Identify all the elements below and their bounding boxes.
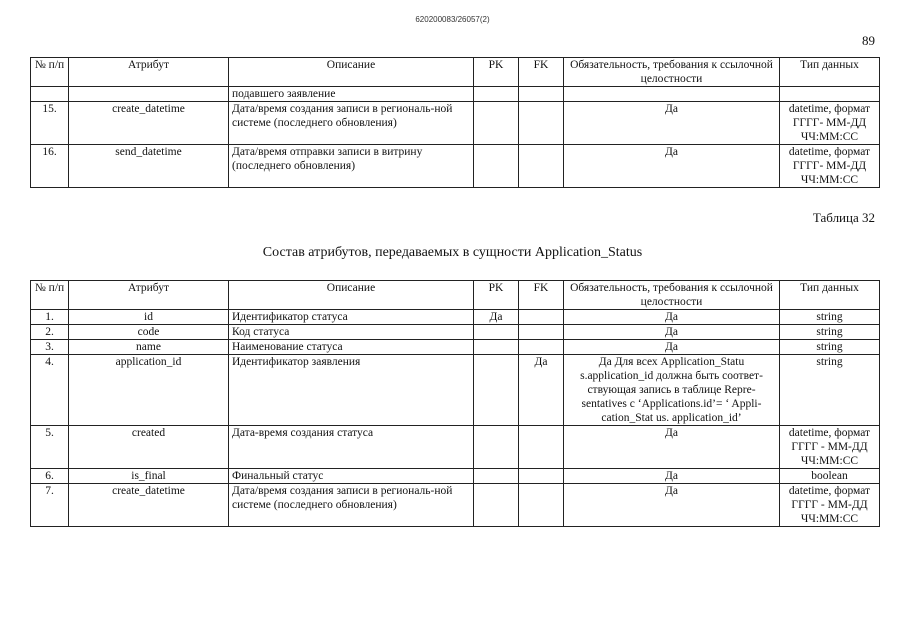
row-fk xyxy=(519,310,564,325)
row-attribute: create_datetime xyxy=(69,484,229,527)
header-description: Описание xyxy=(229,281,474,310)
row-fk xyxy=(519,340,564,355)
table-header-row xyxy=(31,58,880,87)
page-number: 89 xyxy=(862,33,875,48)
header-required: Обязательность, требования к ссылочной целостности xyxy=(564,281,780,310)
row-type: datetime, формат ГГГГ- ММ-ДД ЧЧ:ММ:СС xyxy=(780,102,880,145)
row-attribute: send_datetime xyxy=(69,145,229,188)
header-num: № п/п xyxy=(31,58,69,87)
row-pk xyxy=(474,484,519,527)
row-pk xyxy=(474,325,519,340)
row-num: 4. xyxy=(31,355,69,426)
row-pk xyxy=(474,340,519,355)
header-type: Тип данных xyxy=(780,281,880,310)
row-pk xyxy=(474,355,519,426)
table-row xyxy=(31,484,880,527)
row-type: string xyxy=(780,325,880,340)
table-header-row xyxy=(31,281,880,310)
row-num: 6. xyxy=(31,469,69,484)
row-num: 7. xyxy=(31,484,69,527)
row-required: Да xyxy=(564,469,780,484)
row-type: string xyxy=(780,310,880,325)
row-description: Дата/время создания записи в региональ-ной системе (последнего обновления) xyxy=(229,484,474,527)
header-fk: FK xyxy=(519,281,564,310)
row-type: string xyxy=(780,355,880,426)
table-row xyxy=(31,87,880,102)
header-type: Тип данных xyxy=(780,58,880,87)
row-attribute: application_id xyxy=(69,355,229,426)
table-row xyxy=(31,145,880,188)
header-required: Обязательность, требования к ссылочной целостности xyxy=(564,58,780,87)
row-fk xyxy=(519,469,564,484)
table-row xyxy=(31,102,880,145)
header-description: Описание xyxy=(229,58,474,87)
table-row xyxy=(31,355,880,426)
row-attribute: is_final xyxy=(69,469,229,484)
row-pk xyxy=(474,145,519,188)
header-pk: PK xyxy=(474,281,519,310)
header-num: № п/п xyxy=(31,281,69,310)
row-description: Идентификатор заявления xyxy=(229,355,474,426)
row-attribute: name xyxy=(69,340,229,355)
row-required: Да xyxy=(564,310,780,325)
row-description: Дата-время создания статуса xyxy=(229,426,474,469)
row-num: 2. xyxy=(31,325,69,340)
table-row xyxy=(31,310,880,325)
row-required: Да xyxy=(564,484,780,527)
row-required: Да xyxy=(564,145,780,188)
row-type: datetime, формат ГГГГ - ММ-ДД ЧЧ:ММ:СС xyxy=(780,484,880,527)
header-attribute: Атрибут xyxy=(69,58,229,87)
row-attribute: id xyxy=(69,310,229,325)
table-row xyxy=(31,469,880,484)
row-type: datetime, формат ГГГГ - ММ-ДД ЧЧ:ММ:СС xyxy=(780,426,880,469)
row-num: 15. xyxy=(31,102,69,145)
table-row xyxy=(31,426,880,469)
row-type: datetime, формат ГГГГ- ММ-ДД ЧЧ:ММ:СС xyxy=(780,145,880,188)
row-fk xyxy=(519,145,564,188)
row-pk xyxy=(474,426,519,469)
table-caption: Таблица 32 xyxy=(812,210,875,225)
row-description: Финальный статус xyxy=(229,469,474,484)
row-pk xyxy=(474,102,519,145)
row-type: string xyxy=(780,340,880,355)
row-fk xyxy=(519,325,564,340)
header-attribute: Атрибут xyxy=(69,281,229,310)
row-type: boolean xyxy=(780,469,880,484)
row-num: 1. xyxy=(31,310,69,325)
header-fk: FK xyxy=(519,58,564,87)
row-attribute: code xyxy=(69,325,229,340)
row-fk xyxy=(519,426,564,469)
row-num: 3. xyxy=(31,340,69,355)
row-required: Да xyxy=(564,340,780,355)
row-description: Код статуса xyxy=(229,325,474,340)
row-required: Да xyxy=(564,325,780,340)
row-pk: Да xyxy=(474,310,519,325)
row-fk xyxy=(519,484,564,527)
row-description: Идентификатор статуса xyxy=(229,310,474,325)
row-description: Дата/время отправки записи в витрину (последнего обновления) xyxy=(229,145,474,188)
row-fk xyxy=(519,102,564,145)
row-num: 16. xyxy=(31,145,69,188)
header-pk: PK xyxy=(474,58,519,87)
attributes-table-continued xyxy=(30,57,880,188)
row-attribute: created xyxy=(69,426,229,469)
table-row xyxy=(31,340,880,355)
document-id: 620200083/26057(2) xyxy=(415,15,490,24)
row-required: Да Для всех Application_Statu s.application_id должна быть соответ-ствующая запись в таблице Repre-sentatives с ‘Applications.id’= ‘ Appli-cation_Stat us. application_id’ xyxy=(564,355,780,426)
row-description: Дата/время создания записи в региональ-ной системе (последнего обновления) xyxy=(229,102,474,145)
row-num: 5. xyxy=(31,426,69,469)
table-title: Состав атрибутов, передаваемых в сущности Application_Status xyxy=(262,245,643,260)
application-status-table xyxy=(30,280,880,527)
row-required: Да xyxy=(564,102,780,145)
table-row xyxy=(31,325,880,340)
row-fk: Да xyxy=(519,355,564,426)
row-required: Да xyxy=(564,426,780,469)
continuation-cell: подавшего заявление xyxy=(229,87,474,102)
row-attribute: create_datetime xyxy=(69,102,229,145)
row-description: Наименование статуса xyxy=(229,340,474,355)
row-pk xyxy=(474,469,519,484)
